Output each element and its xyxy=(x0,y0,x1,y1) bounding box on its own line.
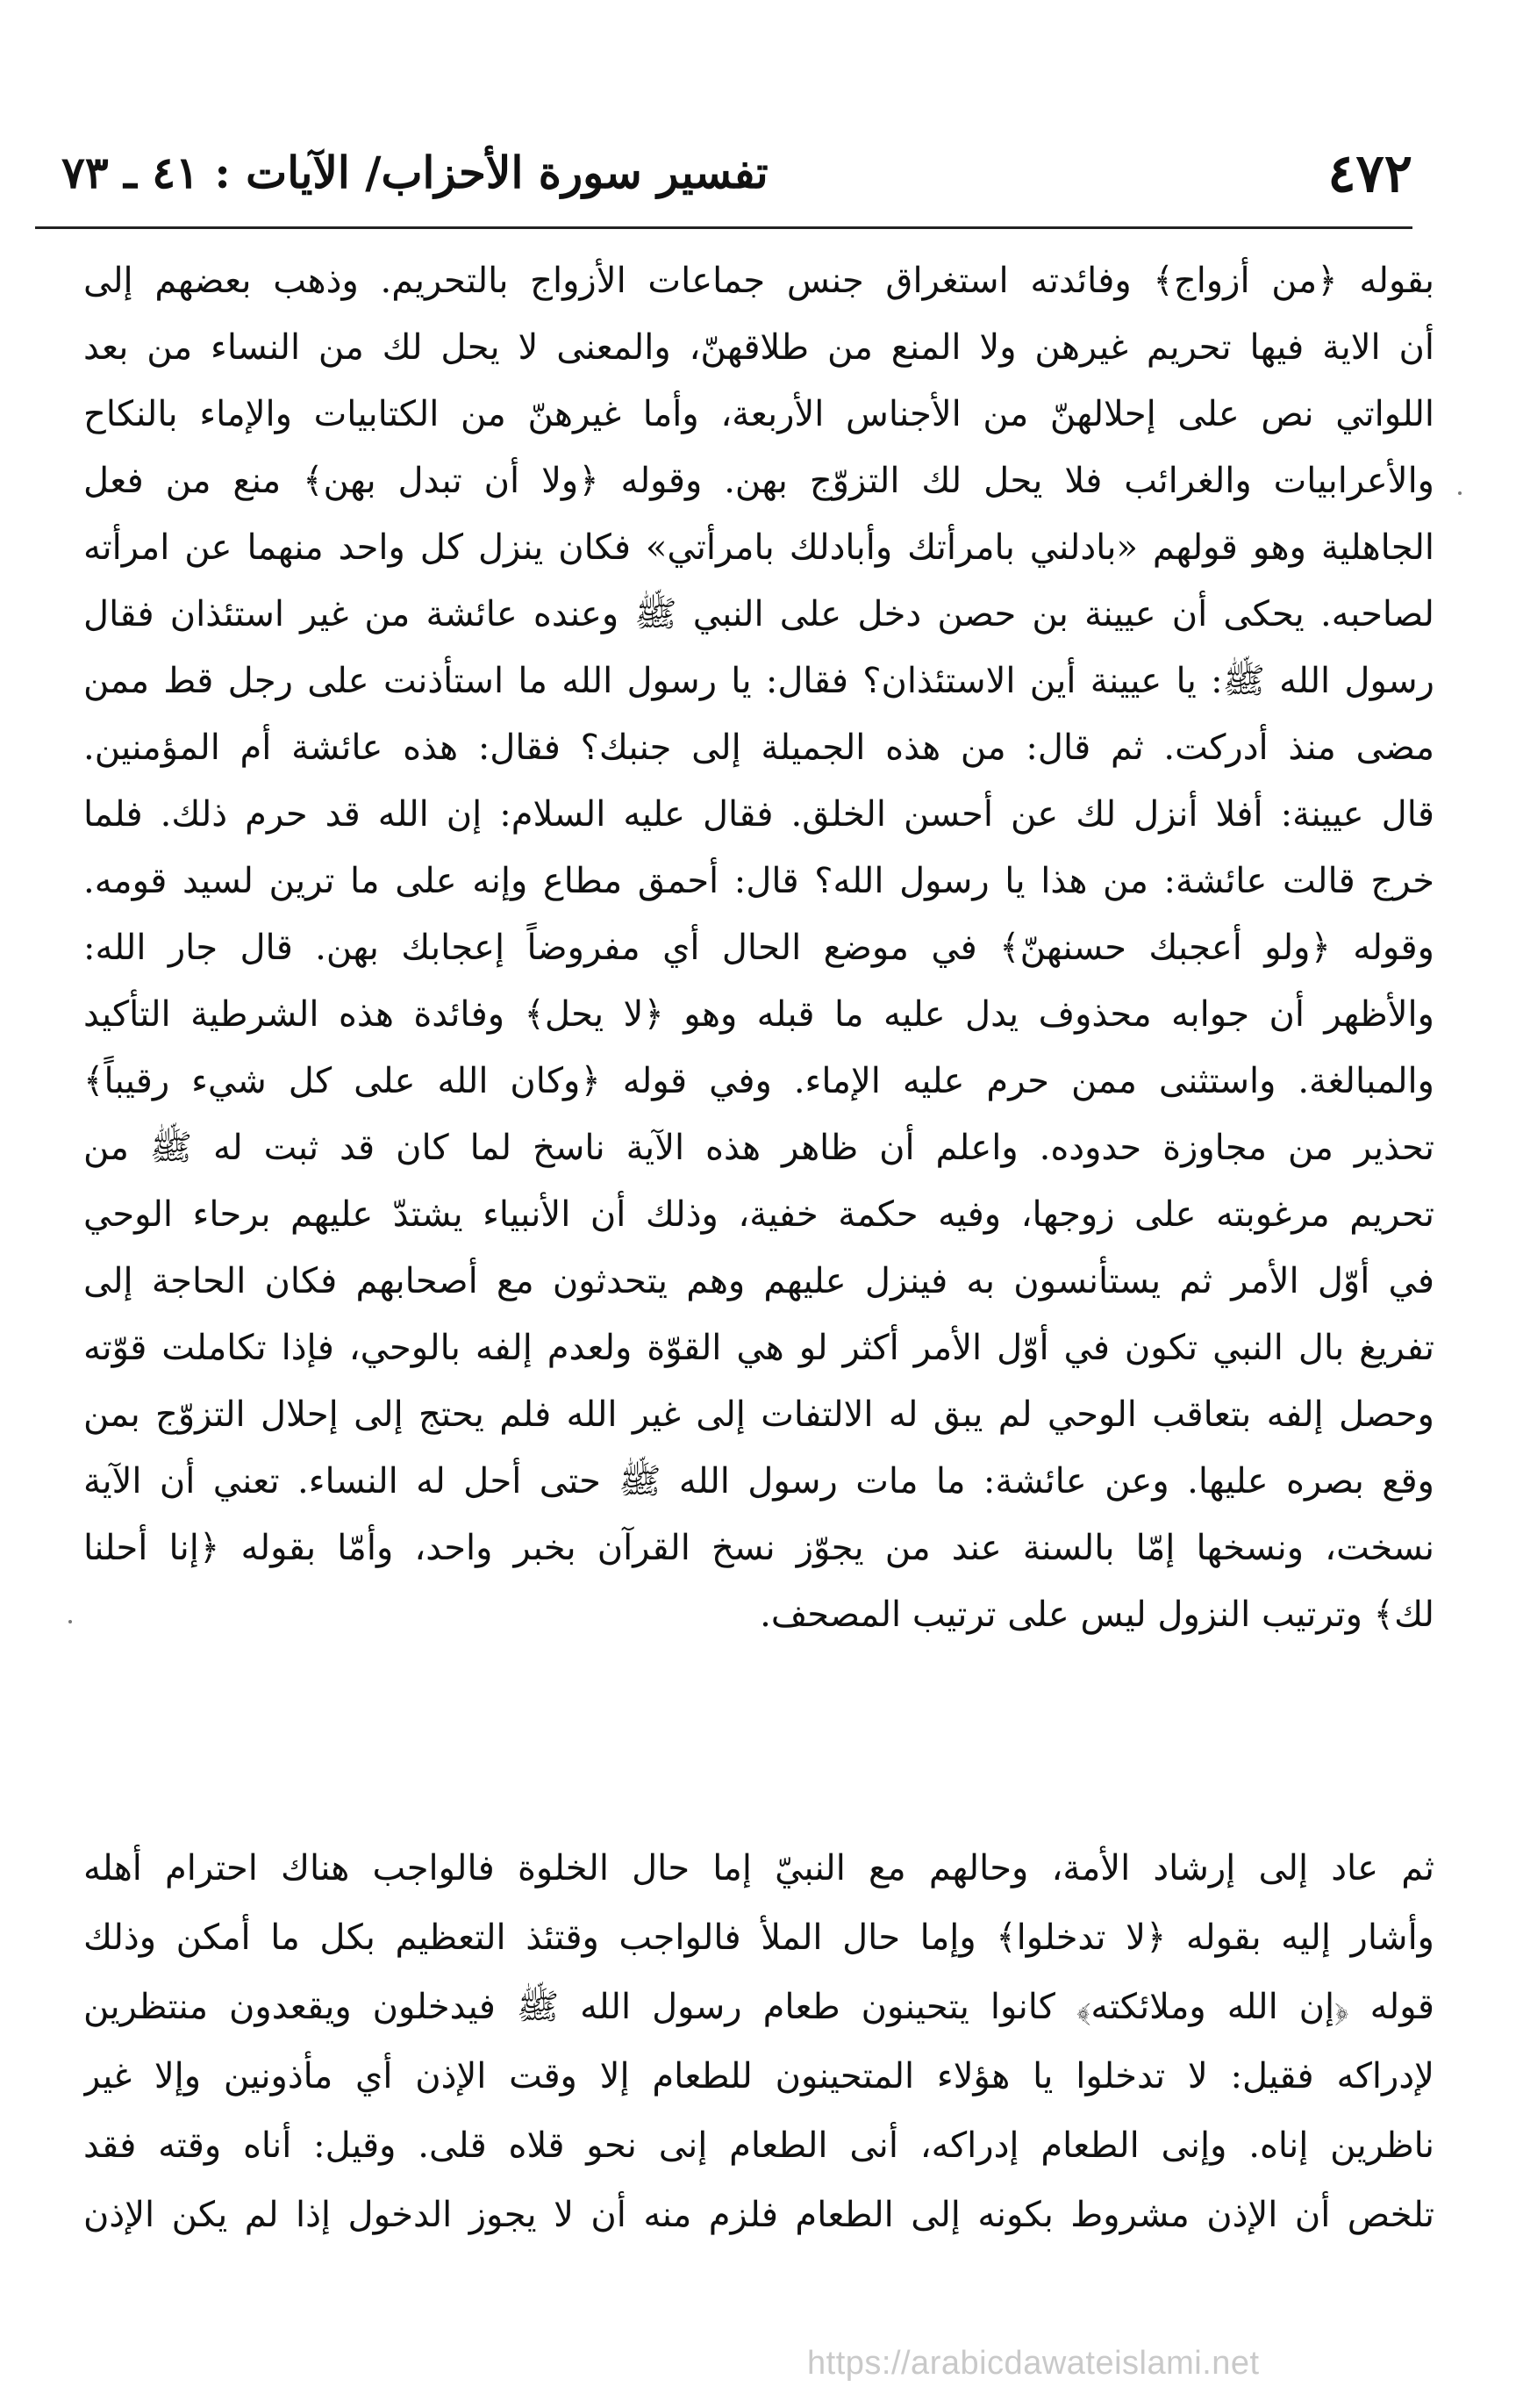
header-divider xyxy=(35,226,1412,229)
text-line: اللواتي نص على إحلالهنّ من الأجناس الأربعة، وأما غيرهنّ من الكتابيات والإماء بالنكاح xyxy=(83,394,1434,434)
text-line: لك﴾ وترتيب النزول ليس على ترتيب المصحف. xyxy=(760,1595,1434,1635)
text-line: نسخت، ونسخها إمّا بالسنة عند من يجوّز نسخ القرآن بخبر واحد، وأمّا بقوله ﴿إنا أحلنا xyxy=(83,1528,1434,1568)
commentary-passage-1 xyxy=(83,247,1434,1648)
text-line: تحذير من مجاوزة حدوده. واعلم أن ظاهر هذه الآية ناسخ لما كان قد ثبت له ﷺ من xyxy=(83,1128,1434,1168)
text-line: لإدراكه فقيل: لا تدخلوا يا هؤلاء المتحينون للطعام إلا وقت الإذن أي مأذونين وإلا غير xyxy=(83,2056,1434,2096)
text-line: لصاحبه. يحكى أن عيينة بن حصن دخل على النبي ﷺ وعنده عائشة من غير استئذان فقال xyxy=(83,594,1434,634)
text-line: وقوله ﴿ولو أعجبك حسنهنّ﴾ في موضع الحال أي مفروضاً إعجابك بهن. قال جار الله: xyxy=(83,928,1434,968)
text-line: وأشار إليه بقوله ﴿لا تدخلوا﴾ وإما حال الملأ فالواجب وقتئذ التعظيم بكل ما أمكن وذلك xyxy=(83,1917,1434,1958)
running-title: تفسير سورة الأحزاب/ الآيات : ٤١ ـ ٧٣ xyxy=(61,147,769,198)
text-line: خرج قالت عائشة: من هذا يا رسول الله؟ قال: أحمق مطاع وإنه على ما ترين لسيد قومه. xyxy=(83,861,1434,901)
text-line: بقوله ﴿من أزواج﴾ وفائدته استغراق جنس جماعات الأزواج بالتحريم. وذهب بعضهم إلى xyxy=(83,261,1434,301)
text-line: أن الاية فيها تحريم غيرهن ولا المنع من طلاقهنّ، والمعنى لا يحل لك من النساء من بعد xyxy=(83,327,1434,368)
text-line: الجاهلية وهو قولهم «بادلني بامرأتك وأبادلك بامرأتي» فكان ينزل كل واحد منهما عن امرأته xyxy=(83,527,1434,568)
text-line: والأظهر أن جوابه محذوف يدل عليه ما قبله وهو ﴿لا يحل﴾ وفائدة هذه الشرطية التأكيد xyxy=(83,994,1434,1035)
text-line: وقع بصره عليها. وعن عائشة: ما مات رسول الله ﷺ حتى أحل له النساء. تعني أن الآية xyxy=(83,1461,1434,1501)
text-line: مضى منذ أدركت. ثم قال: من هذه الجميلة إلى جنبك؟ فقال: هذه عائشة أم المؤمنين. xyxy=(83,727,1434,768)
text-line: والأعرابيات والغرائب فلا يحل لك التزوّج بهن. وقوله ﴿ولا أن تبدل بهن﴾ منع من فعل xyxy=(83,461,1434,501)
text-line: ناظرين إناه. وإنى الطعام إدراكه، أنى الطعام إنى نحو قلاه قلى. وقيل: أناه وقته فقد xyxy=(83,2125,1434,2166)
text-line: ثم عاد إلى إرشاد الأمة، وحالهم مع النبيّ إما حال الخلوة فالواجب هناك احترام أهله xyxy=(83,1848,1434,1888)
website-watermark: https://arabicdawateislami.net xyxy=(807,2345,1260,2382)
scan-speck xyxy=(68,1620,72,1623)
scan-speck xyxy=(1458,491,1462,495)
text-line: والمبالغة. واستثنى ممن حرم عليه الإماء. وفي قوله ﴿وكان الله على كل شيء رقيباً﴾ xyxy=(83,1061,1434,1101)
page-number: ٤٧٢ xyxy=(1327,143,1412,204)
page-header xyxy=(35,132,1412,211)
text-line: قال عيينة: أفلا أنزل لك عن أحسن الخلق. فقال عليه السلام: إن الله قد حرم ذلك. فلما xyxy=(83,794,1434,835)
text-line: تحريم مرغوبته على زوجها، وفيه حكمة خفية، وذلك أن الأنبياء يشتدّ عليهم برحاء الوحي xyxy=(83,1194,1434,1235)
text-line: تفريغ بال النبي تكون في أوّل الأمر أكثر لو هي القوّة ولعدم إلفه بالوحي، فإذا تكاملت قوّته xyxy=(83,1328,1434,1368)
commentary-passage-2 xyxy=(83,1834,1434,2250)
text-line: تلخص أن الإذن مشروط بكونه إلى الطعام فلزم منه أن لا يجوز الدخول إذا لم يكن الإذن xyxy=(83,2195,1434,2235)
text-line: وحصل إلفه بتعاقب الوحي لم يبق له الالتفات إلى غير الله فلم يحتج إلى إحلال التزوّج بمن xyxy=(83,1394,1434,1435)
text-line: رسول الله ﷺ: يا عيينة أين الاستئذان؟ فقال: يا رسول الله ما استأذنت على رجل قط ممن xyxy=(83,661,1434,701)
text-line: في أوّل الأمر ثم يستأنسون به فينزل عليهم وهم يتحدثون مع أصحابهم فكان الحاجة إلى xyxy=(83,1261,1434,1301)
text-line: قوله ﴿إن الله وملائكته﴾ كانوا يتحينون طعام رسول الله ﷺ فيدخلون ويقعدون منتظرين xyxy=(83,1987,1434,2027)
